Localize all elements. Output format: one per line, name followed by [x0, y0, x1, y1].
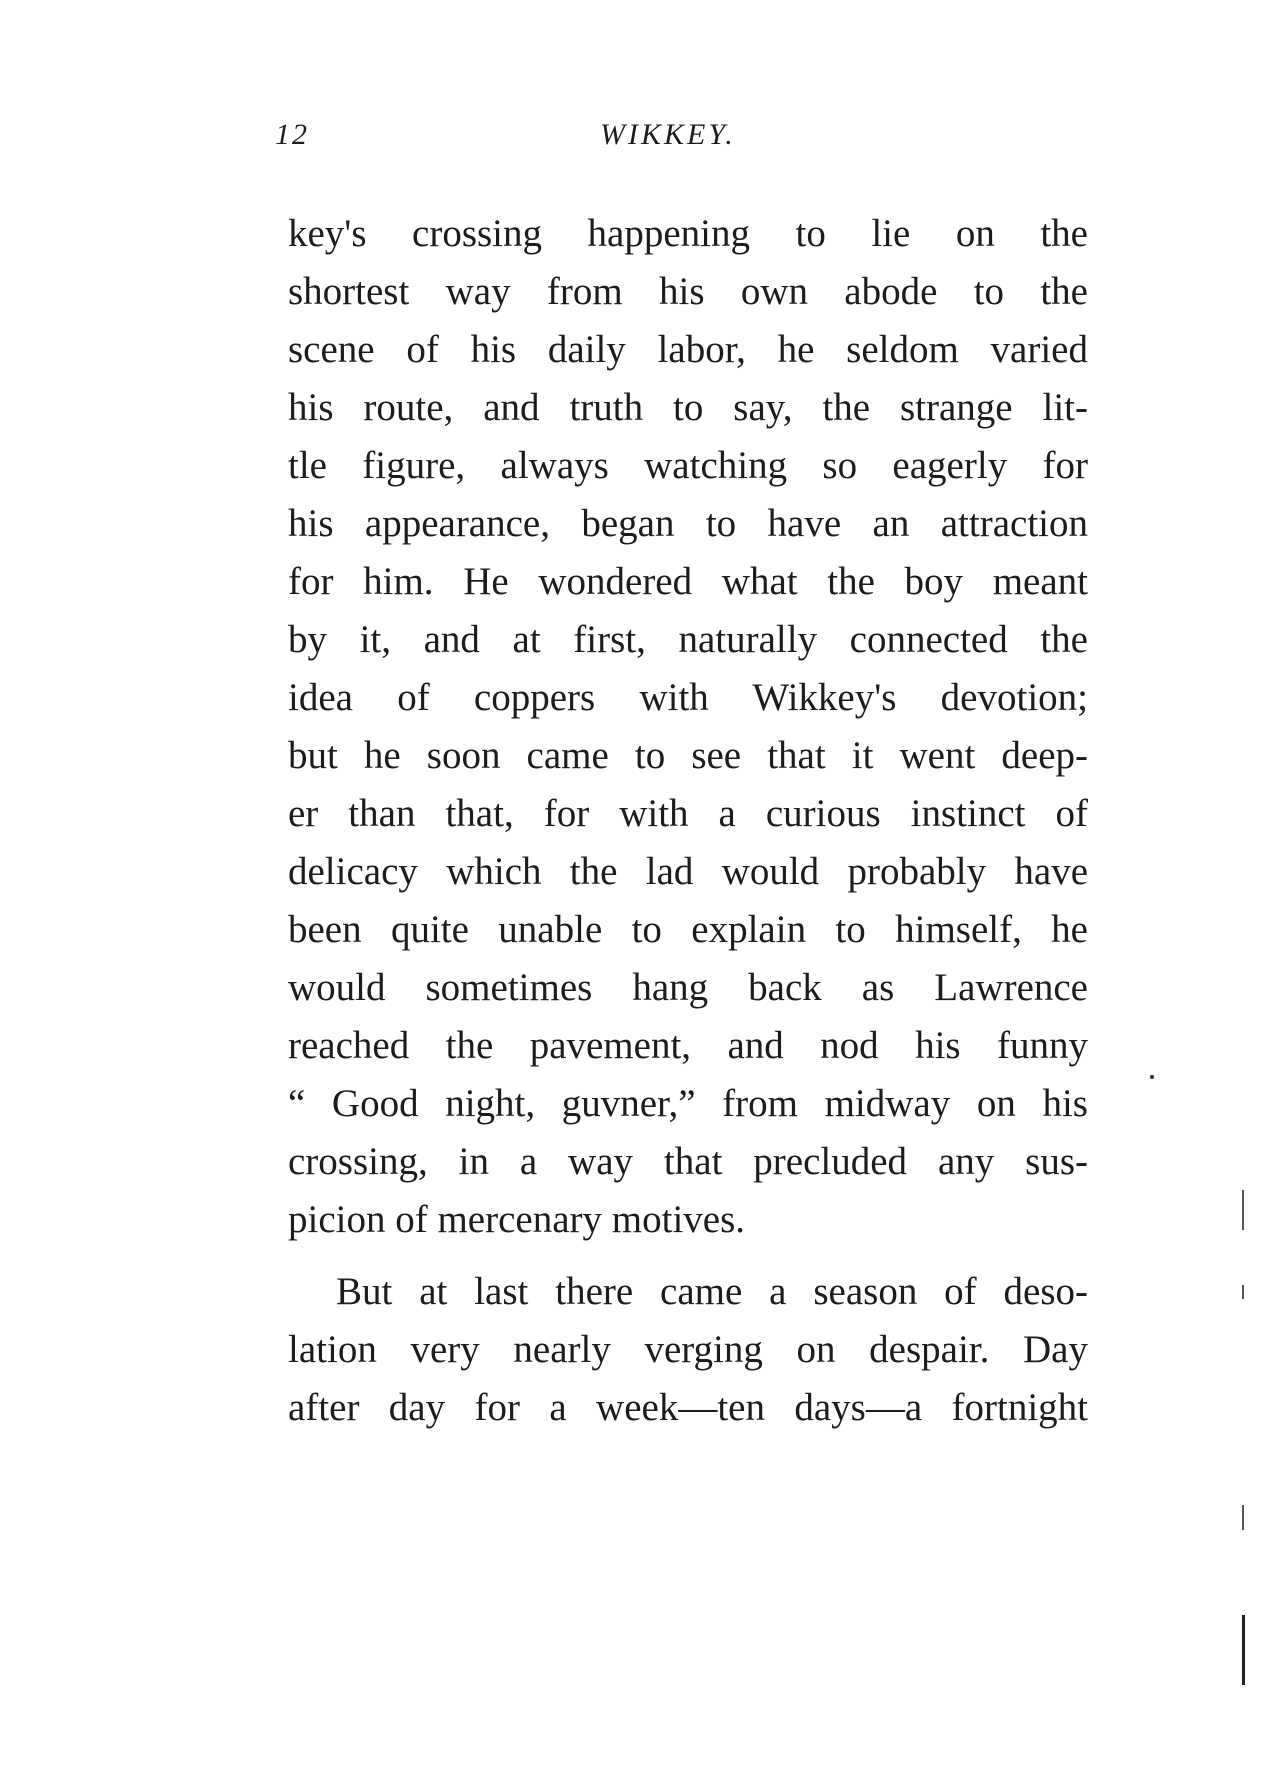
- text-line: scene of his daily labor, he seldom varied: [288, 328, 1088, 371]
- scan-mark: [1242, 1505, 1244, 1530]
- paragraph-gap: [288, 1249, 1088, 1263]
- text-line: lation very nearly verging on despair. Day: [288, 1328, 1088, 1371]
- scan-mark: [1242, 1190, 1244, 1230]
- text-line: key's crossing happening to lie on the: [288, 212, 1088, 255]
- text-line: been quite unable to explain to himself, he: [288, 908, 1088, 951]
- text-line: crossing, in a way that precluded any sus-: [288, 1140, 1088, 1183]
- text-line: “ Good night, guvner,” from midway on his: [288, 1082, 1088, 1125]
- scan-edge-marks: [1238, 1190, 1248, 1690]
- stray-ink-dot: [1150, 1075, 1154, 1079]
- text-line: his route, and truth to say, the strange lit-: [288, 386, 1088, 429]
- text-line: picion of mercenary motives.: [288, 1198, 746, 1241]
- page-number: 12: [275, 118, 309, 151]
- running-head: WIKKEY.: [600, 118, 736, 151]
- text-line: reached the pavement, and nod his funny: [288, 1024, 1088, 1067]
- scan-mark: [1242, 1615, 1245, 1685]
- text-line: but he soon came to see that it went deep-: [288, 734, 1088, 777]
- text-line: by it, and at first, naturally connected the: [288, 618, 1088, 661]
- text-line: idea of coppers with Wikkey's devotion;: [288, 676, 1088, 719]
- text-line: shortest way from his own abode to the: [288, 270, 1088, 313]
- text-line: er than that, for with a curious instinct of: [288, 792, 1088, 835]
- body-text: [288, 205, 1088, 1437]
- text-line: But at last there came a season of deso-: [336, 1270, 1088, 1313]
- text-line: after day for a week—ten days—a fortnight: [288, 1386, 1088, 1429]
- page-header: [0, 118, 1262, 168]
- text-line: would sometimes hang back as Lawrence: [288, 966, 1088, 1009]
- text-line: delicacy which the lad would probably have: [288, 850, 1088, 893]
- text-line: tle figure, always watching so eagerly for: [288, 444, 1088, 487]
- paragraph-2: [288, 1263, 1088, 1437]
- scan-mark: [1242, 1285, 1244, 1299]
- paragraph-1: [288, 205, 1088, 1249]
- text-line: his appearance, began to have an attraction: [288, 502, 1088, 545]
- text-line: for him. He wondered what the boy meant: [288, 560, 1088, 603]
